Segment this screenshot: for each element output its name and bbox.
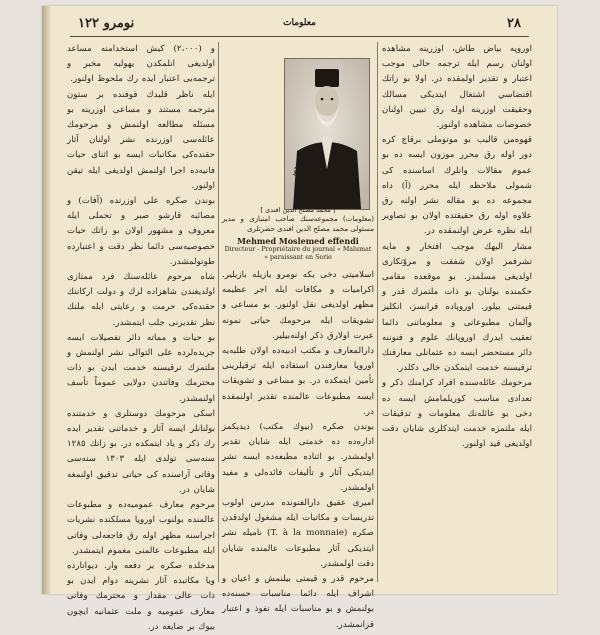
newspaper-page [42,6,557,632]
left-paragraph-8: مدخلده صكره بر دفعه وار. دیوانارده ویا مكاتبده آثار نشرینه دوام ایدن بو ذات عالی مقدار و محترمك وفاتی معارف عمومیه و ملت عثمانیه ایچون بیوك بر ضایعه در. [67,560,215,632]
left-paragraph-4: شاه مرحوم عائله‌سنك فرد ممتازی اولدیغندن شاهزاده لرك و دولت اركاننك حقنده‌کی حرمت و رعایتی ایله ملتك نظر تقدیرنی جلب ایتمشدر. [67,272,215,328]
page-header [70,14,529,37]
journal-title: معلومات [283,18,316,28]
left-text-column [67,42,215,635]
left-paragraph-7: مرحوم معارف عمومیه‌ده و مطبوعات عالمنده بولنوب اوروپا مسلكنده نشریات اجراسنه مظهر اوله رق فاجعه‌لی وفاتی ایله مطبوعات عالمنی مغموم ایتمشدر. [67,500,215,556]
middle-paragraph-5: مرحوم قدر و قیمتی بیلنمش و اعیان و اشراف ایله دائما مناسبات حسنه‌ده بولنمش و بو مناسبات ایله نفوذ و اعتبار قزانمشدر. [222,574,374,630]
portrait-caption [222,206,374,262]
caption-arabic: (معلومات) مجموعه‌سنك صاحب امتيازی و مدير مسئولی محمد مصلح الدين افندی حضرتلری [222,215,374,233]
left-paragraph-3: بوندن صكره علی اوزرنده (آفات) و مصائبه قارشو صبر و تحملی ایله معروف و مشهور اولان بو زاتك حيات خصوصیه‌سی دائما نظر دقت و اعتبارده طوتولمشدر. [67,196,215,267]
left-paragraph-5: بو حیات و مماته دائر تفصیلات ایسه جريده‌لرده علی التوالی نشر اولنمش و ملتمزك ترقیسنه خدمت ایدن بو ذات محترمك وفاتندن دولایی عموماً تأسف اولنمشدر. [67,332,215,404]
middle-paragraph-3: بوندن صكره (بیوك مكتب) دیدیکمز اداره‌ده ده خدمتی ایله شایان تقدیر اولمشدر. بو اثناده مطبعه‌ده ایسه نشر ایتدیکی آثار و تألیفات فائده‌لی و مفید اولمشدر. [222,422,374,493]
right-paragraph-2: قهوه‌من قالیب بو موتوملی برقاچ كره دور اوله رق محرر موزون ایسه ده بو عموم مقالات وانلرك اساسنده کی شمولی ملاحظه ايله محرر (آ) داه مجموعه ده بو مقاله نشر اولنه رق علاوه اوله رق حقیقتده اولان بو تصاویر ايله نظره عرض اولنمقده در. [382,135,532,237]
column-divider-left [218,42,219,582]
left-paragraph-6: اسكی مرحومك دوستلری و خدمتنده بولنانلر ایسه آثار و خدماتنی تقدیر ایده رك ذكر و یاد ایتمكده در. بو زاتك ١٢٨٥ سنه‌سی تولدی ايله ١٣٠٣ سنه‌سی وفاتی آراسنده کی حياتی تدقیق اولنمغه شایان در. [67,408,215,495]
caption-name: Mehmed Moslemed effendi [237,236,359,246]
caption-tag: [ محمد مصلح الدين افندی ] [260,206,336,214]
column-divider-right [377,42,378,582]
left-paragraph-2: ايله ناظر قلیدك قوفنده بر ستون مترجمه مستند و مساعی اوزرینه بو مسئله مطالعه اولنمش و مرحومك عائله‌سی اوزرنده نشر اولنان آثار حقنده‌کی مكاتبات ایسه بو اثنای حيات فانیه‌ده اجرا اولنمش اولدیغی ايله تيقن اولنور. [67,89,215,191]
middle-paragraph-1: اسلامیتی دخی یکه نومرو یازیله بازیلیر. اکرامیات و مکافات ایله اجر عظيمه مظهر اولدیغی نقل اولنور. بو مساعی و تشويقات ايله مرحومك حياتی نمونه عبرت اولارق ذكر اولنه‌بيلير. [222,270,374,341]
right-paragraph-1: اوروپه بیاض طاش، اوزرینه مشاهده اولنان رسم ايله ترجمه حالی موجب اعتبار و تقدیر اولمقده در. اولا بو زاتك اقتضاسي اشتغال ایتدیکی مسالك وحقیقت اوزرینه اوله رق تبيين اولنان خصوصات مشاهده اولنور. [382,44,532,131]
page-binding-shadow [42,6,52,594]
portrait-photo [284,58,370,210]
middle-text-column [222,268,374,633]
middle-paragraph-2: دارالمعارف و مكتب ادبیه‌ده اولان طلبه‌یه اوروپا معارفندن استفاده ايله ترقیلرینی تأمین ایتمكده در. بو مساعی و تشويقات ایسه مطبوعات عالمنده تقدیر اولنمقده در. [222,346,374,417]
right-text-column [382,42,532,452]
middle-paragraph-4: امیری عقیق دارالفنونده مدرس اولوب تدریسات و مكاتبات ايله مشغول اولدقدن صكره (T. à la monnaie) نامیله نشر ایتدیکی آثار مطبوعات عالمنده شایان دقت اولمشدر. [222,498,374,569]
caption-role: Directeur - Propriétaire du journal « Malumat » paraissant en Serie [224,246,372,261]
issue-number: نومرو ١٢٢ [78,16,135,31]
right-paragraph-4: مرحومك عائله‌سنده افراد كرامنك ذكر و تعدادی مناسب كوريلمامش ایسه ده دخی بو عائله‌نك معلومات و تدقيقات ايله ملتمزه خدمت ايتدكلری شایان دقت اولدیغی قيد اولنور. [382,378,532,450]
right-paragraph-3: مشار اليهك موجب افتخار و مایه تشرفمز اولان شفقت و مروّتكاری اولدیغی مسلمدر. بو موقعده مقامی حکمنده بولنان بو ذات ملتمزك قدر و قیمتنی بیلور. اوروپاده فرانسز، انکلیز وآلمان مطبوعاتی و معلوماتنی دائما تعقیب ایدرك اوروپانك علوم و فنوننه دائر مستحضر ایسه ده عثمانلی معارفنك ترقیسنه خدمت ایتمكدن خالی دکلدر. [382,241,532,374]
portrait-signature: ﻣﺤﻤﺪ [289,161,301,178]
portrait-illustration [285,59,369,209]
page-number: ٢٨ [507,16,521,31]
left-paragraph-1: و (٢،٠٠٠) كيش استخدامنه مساعد اولدیغی انلمكدن یهولیه مخبر و ترجمه‌یی اعتبار ایده رك ملحوظ اولنور. [67,44,215,85]
